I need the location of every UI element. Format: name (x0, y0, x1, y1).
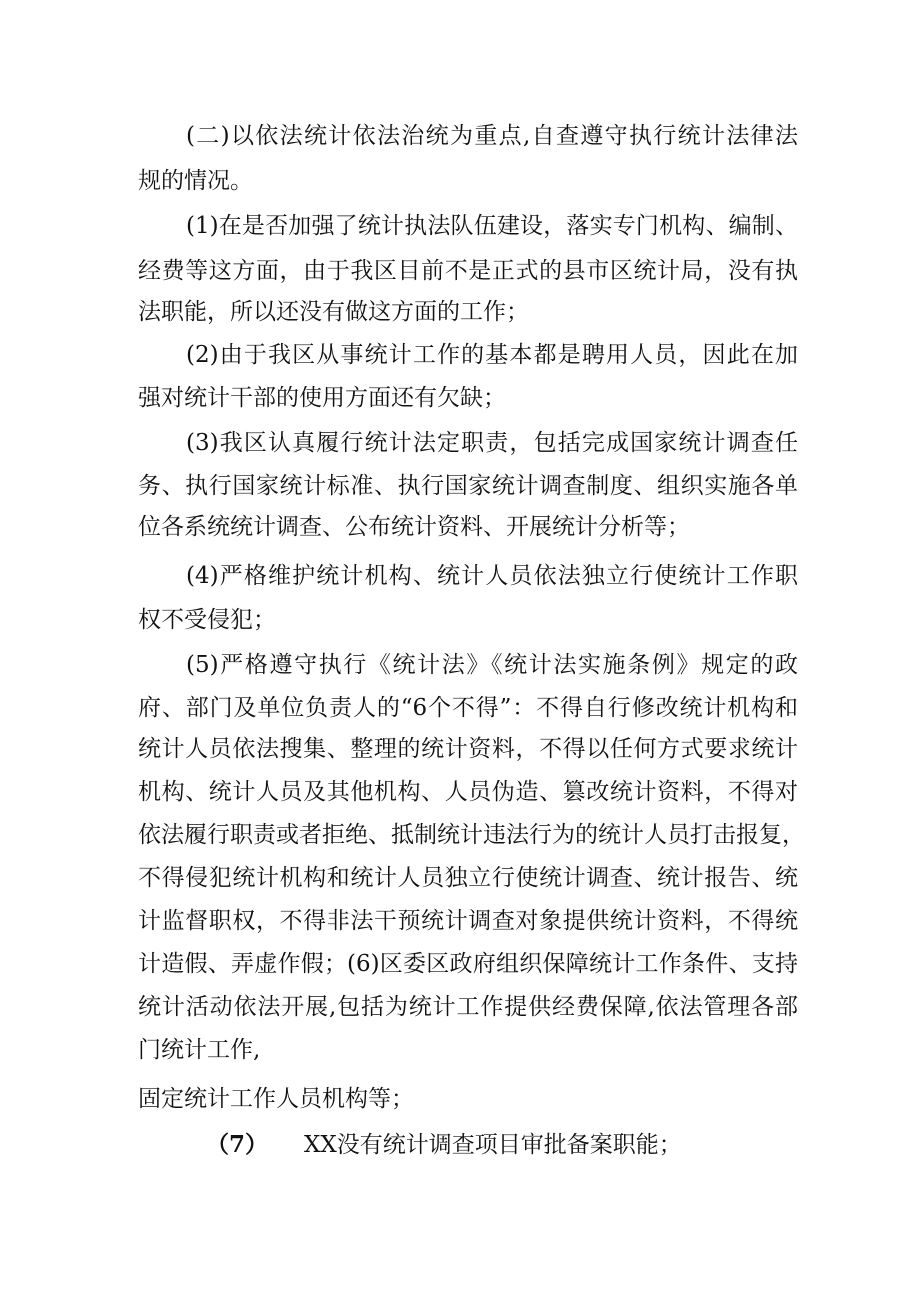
item-4-line-2: 权不受侵犯； (138, 607, 276, 633)
item-7-number: （7） (206, 1131, 269, 1158)
item-1-line-2: 经费等这方面，由于我区目前不是正式的县市区统计局，没有执 (138, 258, 798, 284)
section-two-line-1: (二)以依法统计依法治统为重点,自查遵守执行统计法律法 (186, 123, 798, 149)
item-5-line-2: 府、部门及单位负责人的“6个不得”：不得自行修改统计机构和 (138, 695, 798, 721)
section-two-line-2: 规的情况。 (138, 168, 253, 194)
item-5-line-1: (5)严格遵守执行《统计法》《统计法实施条例》规定的政 (186, 652, 798, 678)
item-3-line-3: 位各系统统计调查、公布统计资料、开展统计分析等； (138, 514, 690, 540)
item-2-line-2: 强对统计干部的使用方面还有欠缺； (138, 385, 506, 411)
item-1-line-3: 法职能，所以还没有做这方面的工作； (138, 299, 529, 325)
item-5-line-4: 机构、统计人员及其他机构、人员伪造、篡改统计资料，不得对 (138, 779, 798, 805)
item-5-line-6: 不得侵犯统计机构和统计人员独立行使统计调查、统计报告、统 (138, 865, 798, 891)
item-5-line-5: 依法履行职责或者拒绝、抵制统计违法行为的统计人员打击报复， (138, 822, 805, 848)
item-5-line-8: 计造假、弄虚作假；(6)区委区政府组织保障统计工作条件、支持 (138, 951, 798, 977)
item-7 (206, 1130, 682, 1160)
item-3-line-1: (3)我区认真履行统计法定职责，包括完成国家统计调查任 (186, 430, 798, 456)
item-2-line-1: (2)由于我区从事统计工作的基本都是聘用人员，因此在加 (186, 342, 798, 368)
item-5-line-10: 门统计工作, (138, 1037, 261, 1063)
item-5-line-11: 固定统计工作人员机构等； (138, 1086, 414, 1112)
item-3-line-2: 务、执行国家统计标准、执行国家统计调查制度、组织实施各单 (138, 473, 798, 499)
item-1-line-1: (1)在是否加强了统计执法队伍建设，落实专门机构、编制、 (186, 213, 798, 239)
item-4-line-1: (4)严格维护统计机构、统计人员依法独立行使统计工作职 (186, 563, 798, 589)
item-5-line-3: 统计人员依法搜集、整理的统计资料，不得以任何方式要求统计 (138, 736, 798, 762)
item-5-line-7: 计监督职权，不得非法干预统计调查对象提供统计资料，不得统 (138, 908, 798, 934)
item-5-line-9: 统计活动依法开展,包括为统计工作提供经费保障,依法管理各部 (138, 994, 798, 1020)
item-7-text: XX没有统计调查项目审批备案职能； (304, 1132, 682, 1158)
